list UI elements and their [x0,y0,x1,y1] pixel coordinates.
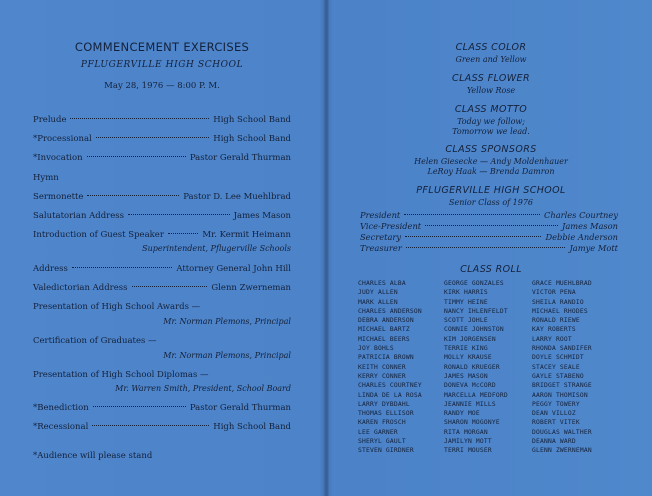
roll-name: DEBRA ANDERSON [358,317,414,325]
program-item-value: James Mason [233,211,291,221]
roll-name: LINDA DE LA ROSA [358,391,422,399]
roll-name: LEE GARNER [358,428,398,436]
officer-name: Jamye Mott [569,243,618,253]
roll-name: JAMILYN MOTT [444,438,492,446]
program-item [33,264,291,276]
roll-name: DEAN VILLOZ [532,410,576,418]
leader-dots [128,214,230,215]
roll-name: RHONDA SANDIFER [532,345,592,353]
roll-name: DOYLE SCHMIDT [532,354,584,362]
roll-name: BRIDGET STRANGE [532,382,592,390]
roll-name: KEITH CONNER [358,363,406,371]
roll-column [358,279,444,456]
roll-name: PATRICIA BROWN [358,354,414,362]
roll-column [444,279,532,456]
program-item-value: Pastor D. Lee Muehlbrad [183,192,291,202]
class-sponsors-line: Helen Giesecke — Andy Moldenhauer [414,157,568,166]
roll-name: GEORGE GONZALES [444,280,504,287]
program-item-label: Sermonette [33,192,84,202]
program-item-value: Mr. Kermit Heimann [202,230,291,240]
roll-name: GLENN ZWERNEMAN [532,447,592,455]
program-item-label: Valedictorian Address [33,283,128,293]
roll-name: DOUGLAS WALTHER [532,428,592,436]
program-item [33,422,291,434]
roll-name: RONALD KRUEGER [444,363,500,371]
school-name: PFLUGERVILLE HIGH SCHOOL [80,60,244,70]
program-item-subtitle: Mr. Norman Plemons, Principal [163,351,291,360]
program-item-label: Hymn [33,173,59,183]
program-item-label: Presentation of High School Awards — [33,302,201,312]
roll-name: GAYLE STABENO [532,372,584,380]
roll-name: LARRY DYBDAHL [358,400,410,408]
program-item [33,115,291,127]
roll-name: TERRI MOUSER [444,447,492,455]
roll-name: DEANNA WARD [532,438,576,446]
roll-name: KAREN FROSCH [358,419,406,427]
roll-name: DONEVA McCORD [444,382,496,390]
class-motto-line: Tomorrow we lead. [452,127,530,136]
roll-name: KIM JORGENSEN [444,335,496,343]
class-color-heading: CLASS COLOR [455,42,527,53]
roll-name: LARRY ROOT [532,335,572,343]
roll-name: CONNIE JOHNSTON [444,326,504,334]
senior-class: Senior Class of 1976 [449,198,533,207]
program-item-label: Address [33,264,68,274]
officer-row [360,210,618,221]
class-motto-line: Today we follow; [457,117,525,126]
roll-name: NANCY IHLENFELDT [444,307,508,315]
roll-name: SHERYL GAULT [358,438,406,446]
roll-name: THOMAS ELLISOR [358,410,414,418]
roll-name: CHARLES ANDERSON [358,307,422,315]
program-item-label: *Invocation [33,153,83,163]
program-item-value: Attorney General John Hill [176,264,291,274]
leader-dots [404,214,540,215]
school-heading: PFLUGERVILLE HIGH SCHOOL [416,185,566,196]
roll-name: JEANNIE MILLS [444,400,496,408]
roll-name: CHARLES COURTNEY [358,382,422,390]
leader-dots [70,118,209,119]
roll-name: JUDY ALLEN [358,289,398,297]
program-item-label: *Benediction [33,403,89,413]
roll-name: MARK ALLEN [358,298,398,306]
roll-name: GRACE MUEHLBRAD [532,280,592,287]
program-item [33,230,291,242]
leader-dots [93,406,186,407]
roll-name: KAY ROBERTS [532,326,576,334]
program-item [33,153,291,165]
program-item [33,211,291,223]
officer-title: Vice-President [360,221,422,231]
leader-dots [96,137,210,138]
roll-name: ROBERT VITEK [532,419,580,427]
leader-dots [425,225,558,226]
officer-name: Debbie Anderson [545,232,618,242]
roll-name: JAMES MASON [444,372,488,380]
roll-name: STACEY SEALE [532,363,580,371]
roll-name: RITA MORGAN [444,428,488,436]
leader-dots [406,247,566,248]
leader-dots [92,425,209,426]
officer-row [360,232,618,243]
roll-name: SCOTT JOHLE [444,317,488,325]
program-item-label: Presentation of High School Diplomas — [33,370,209,380]
program-item [33,283,291,295]
roll-name: SHEILA RANDIO [532,298,584,306]
roll-column [532,279,620,456]
program-item [33,134,291,146]
roll-name: MARCELLA MEDFORD [444,391,508,399]
leader-dots [87,156,186,157]
officer-name: James Mason [562,221,618,231]
page-title: COMMENCEMENT EXERCISES [74,40,250,54]
program-item-subtitle: Mr. Warren Smith, President, School Board [115,384,291,393]
roll-name: KERRY CONNER [358,372,406,380]
ceremony-date: May 28, 1976 — 8:00 P. M. [104,81,220,91]
roll-name: STEVEN GIRDNER [358,447,414,455]
roll-name: RONALD RIEWE [532,317,580,325]
program-item-label: *Processional [33,134,92,144]
roll-name: MICHAEL BARTZ [358,326,410,334]
class-motto-heading: CLASS MOTTO [454,104,528,115]
roll-name: AARON THOMISON [532,391,588,399]
roll-name: MOLLY KRAUSE [444,354,492,362]
leader-dots [87,195,179,196]
officer-row [360,243,618,254]
officer-name: Charles Courtney [544,210,618,220]
roll-name: MICHAEL BEERS [358,335,410,343]
class-roll-heading: CLASS ROLL [460,264,522,275]
program-item-subtitle: Mr. Norman Plemons, Principal [163,317,291,326]
program-item-value: High School Band [213,134,291,144]
leader-dots [405,236,541,237]
officer-title: Treasurer [360,243,402,253]
program-item-label: Salutatorian Address [33,211,124,221]
class-sponsors-heading: CLASS SPONSORS [445,144,537,155]
roll-name: SHARON MOGONYE [444,419,500,427]
roll-name: JOY BOHLS [358,345,394,353]
program-item-subtitle: Superintendent, Pflugerville Schools [142,244,291,253]
leader-dots [72,267,173,268]
roll-name: CHARLES ALBA [358,280,406,287]
leader-dots [168,233,199,234]
roll-name: RANDY MOE [444,410,480,418]
class-flower-value: Yellow Rose [466,86,516,95]
class-flower-heading: CLASS FLOWER [452,73,530,84]
program-item-label: Introduction of Guest Speaker [33,230,164,240]
program-item-value: Pastor Gerald Thurman [189,153,291,163]
program-item [33,403,291,415]
roll-name: KIRK HARRIS [444,289,488,297]
officer-title: President [360,210,401,220]
roll-name: TERRIE KING [444,345,488,353]
program-item-label: *Recessional [33,422,89,432]
class-color-value: Green and Yellow [455,55,527,64]
right-page [330,0,652,496]
program-item [33,192,291,204]
officer-title: Secretary [360,232,402,242]
left-page [0,0,324,496]
leader-dots [132,286,208,287]
roll-name: MICHAEL RHODES [532,307,588,315]
officer-row [360,221,618,232]
program-item-label: Certification of Graduates — [33,336,157,346]
program-item-value: Glenn Zwerneman [211,283,291,293]
class-sponsors-line: LeRoy Haak — Brenda Damron [427,167,555,176]
roll-name: PEGGY TOWERY [532,400,580,408]
program-item-value: High School Band [213,115,291,125]
class-roll [358,279,620,456]
program-item-label: Prelude [33,115,67,125]
audience-footnote: *Audience will please stand [33,451,153,461]
roll-name: TIMMY HEINE [444,298,488,306]
program-item-value: Pastor Gerald Thurman [189,403,291,413]
program-item-value: High School Band [213,422,291,432]
roll-name: VICTOR PENA [532,289,576,297]
